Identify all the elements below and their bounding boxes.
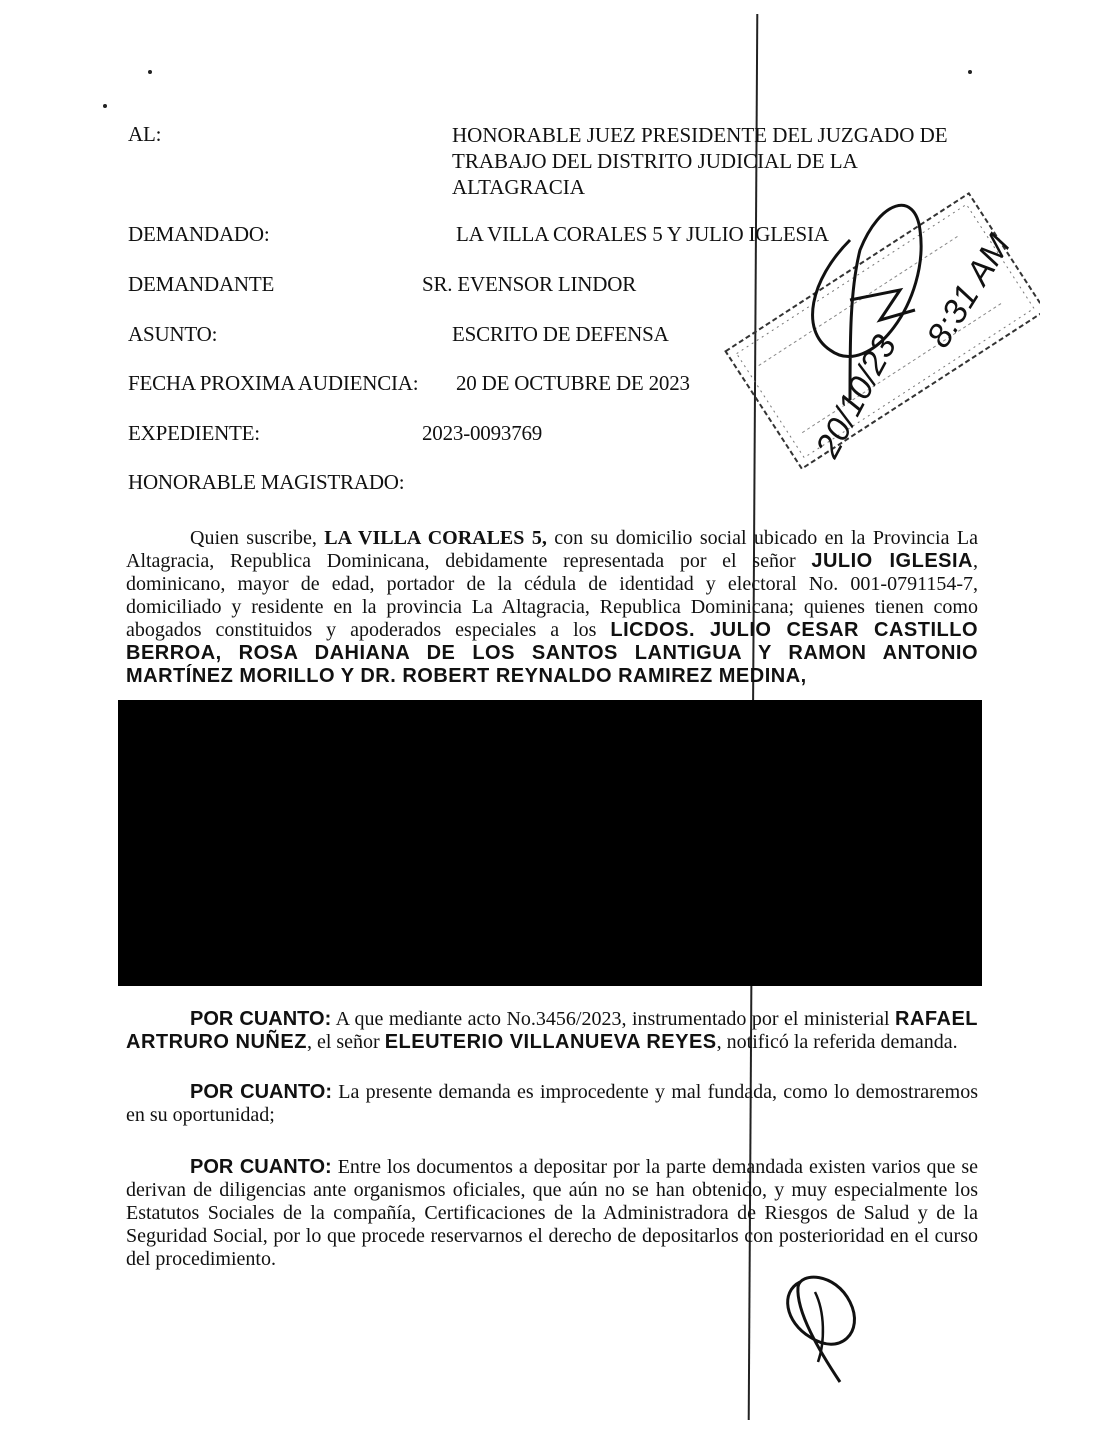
por-cuanto-text: , el señor	[306, 1031, 385, 1053]
signature-scribble	[850, 290, 915, 320]
demandante-label: DEMANDANTE	[128, 272, 275, 296]
scan-speck	[148, 70, 152, 74]
addressee-line: HONORABLE JUEZ PRESIDENTE DEL JUZGADO DE	[452, 123, 948, 147]
fecha-label: FECHA PROXIMA AUDIENCIA:	[128, 371, 419, 395]
demandado-value: LA VILLA CORALES 5 Y JULIO IGLESIA	[456, 222, 829, 246]
por-cuanto-label: POR CUANTO:	[190, 1081, 333, 1103]
al-label: AL:	[128, 122, 162, 146]
ministerial-name: RAFAEL ARTRURO NUÑEZ	[126, 1008, 979, 1053]
por-cuanto-text: Entre los documentos a depositar por la parte demandada existen varios que se derivan de diligencias ante organismos oficiales, que aún no se han obtenido, y muy especialmente los Estatutos Sociales de la compañía, Certificaciones de la Administradora de Riesgos de Salud y de la Seguridad Social, por lo que procede reservarnos el derecho de depositarlos con posterioridad en el curso del procedimiento.	[126, 1156, 978, 1270]
por-cuanto-label: POR CUANTO:	[190, 1008, 332, 1030]
stamp-date-handwritten: 20/10/23	[808, 329, 905, 464]
por-cuanto-text: A que mediante acto No.3456/2023, instrumentado por el ministerial	[331, 1008, 896, 1030]
intro-text: , dominicano, mayor de edad, portador de la cédula de identidad y electoral No. 001-0791154-7, domiciliado y residente en la provincia La Altagracia, Republica Dominicana; quienes tienen como abogados constituidos y apoderados especiales a los	[126, 550, 979, 641]
plaintiff-name: ELEUTERIO VILLANUEVA REYES	[384, 1031, 717, 1053]
intro-text: con su domicilio social ubicado en la Provincia La Altagracia, Republica Dominicana, debidamente representada por el señor	[126, 527, 979, 572]
asunto-label: ASUNTO:	[128, 322, 218, 346]
initials-signature	[770, 1262, 880, 1392]
scan-speck	[968, 70, 972, 74]
demandante-value: SR. EVENSOR LINDOR	[422, 272, 636, 296]
reception-stamp	[700, 170, 1040, 500]
expediente-label: EXPEDIENTE:	[128, 421, 260, 445]
por-cuanto-text: La presente demanda es improcedente y mal fundada, como lo demostraremos en su oportunidad;	[126, 1081, 978, 1126]
por-cuanto-3	[126, 1156, 978, 1271]
redaction-block	[118, 700, 982, 986]
scan-speck	[103, 104, 107, 108]
salutation: HONORABLE MAGISTRADO:	[128, 470, 405, 494]
asunto-value: ESCRITO DE DEFENSA	[452, 322, 669, 346]
por-cuanto-2	[126, 1081, 978, 1127]
expediente-value: 2023-0093769	[422, 421, 543, 445]
por-cuanto-text: , notificó la referida demanda.	[716, 1031, 958, 1053]
demandado-label: DEMANDADO:	[128, 222, 270, 246]
lawyers-names: LICDOS. JULIO CESAR CASTILLO BERROA, ROSA DAHIANA DE LOS SANTOS LANTIGUA Y RAMON ANTONIO MARTÍNEZ MORILLO Y DR. ROBERT REYNALDO RAMIREZ MEDINA,	[126, 619, 978, 687]
company-name: LA VILLA CORALES 5,	[324, 527, 547, 549]
por-cuanto-1	[126, 1008, 978, 1054]
stamp-time-handwritten: 8:31 AM	[919, 227, 1019, 355]
fecha-value: 20 DE OCTUBRE DE 2023	[456, 371, 690, 395]
addressee-line: TRABAJO DEL DISTRITO JUDICIAL DE LA	[452, 149, 858, 173]
por-cuanto-label: POR CUANTO:	[190, 1156, 332, 1178]
addressee-line: ALTAGRACIA	[452, 175, 585, 199]
intro-text: Quien suscribe,	[190, 527, 325, 549]
intro-paragraph	[126, 527, 978, 688]
representative-name: JULIO IGLESIA	[811, 550, 974, 572]
